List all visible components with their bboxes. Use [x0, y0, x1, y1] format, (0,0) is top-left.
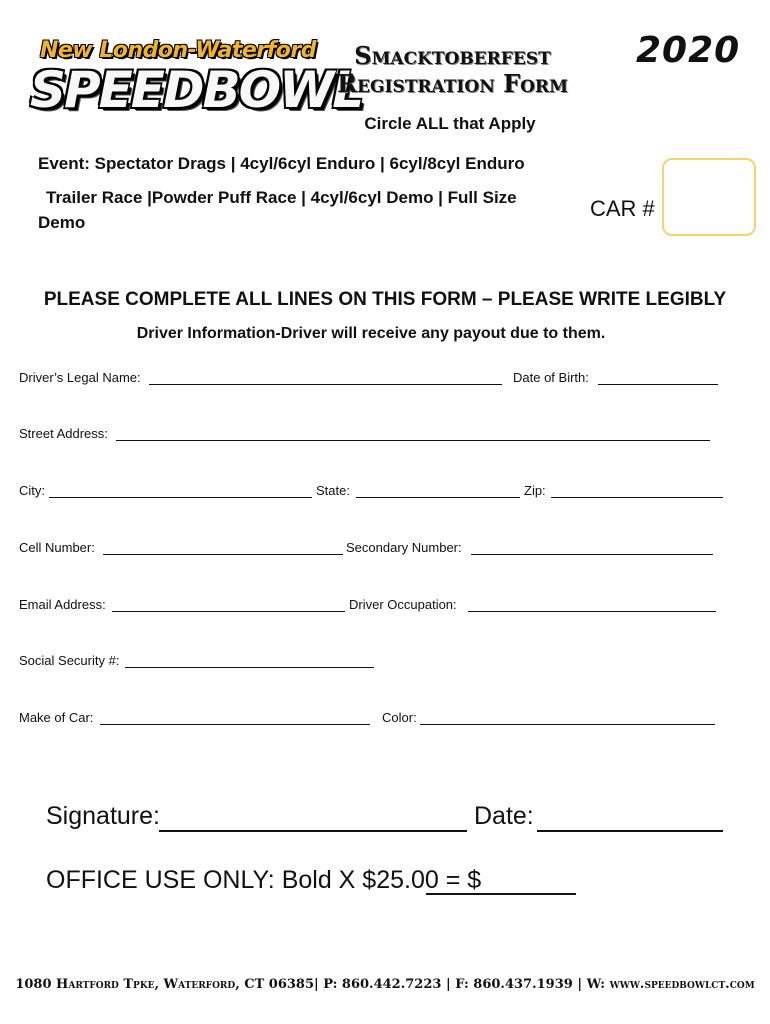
cell-field[interactable] [103, 554, 343, 555]
circle-note: Circle ALL that Apply [364, 114, 536, 133]
event-line-2: Trailer Race |Powder Puff Race | 4cyl/6cyl Demo | Full Size [46, 188, 517, 207]
office-use-amount-field[interactable] [426, 893, 576, 895]
city-label: City: [19, 483, 45, 498]
make-field[interactable] [100, 724, 370, 725]
form-title-line1: Smacktoberfest [354, 41, 551, 70]
logo-main-text: SPEEDBOWL [30, 61, 363, 119]
secondary-field[interactable] [471, 554, 713, 555]
legal-name-field[interactable] [149, 384, 502, 385]
make-label: Make of Car: [19, 710, 94, 725]
car-number-box[interactable] [662, 158, 756, 236]
occupation-label: Driver Occupation: [349, 597, 457, 612]
speedbowl-logo [30, 36, 363, 119]
city-field[interactable] [49, 497, 312, 498]
zip-label: Zip: [524, 483, 546, 498]
street-field[interactable] [116, 440, 710, 441]
signature-date-label: Date: [474, 802, 534, 830]
legal-name-label: Driver’s Legal Name: [19, 370, 141, 385]
office-use-label: OFFICE USE ONLY: Bold X $25.00 = $ [46, 866, 482, 894]
event-line-3: Demo [38, 213, 86, 232]
color-field[interactable] [420, 724, 715, 725]
cell-label: Cell Number: [19, 540, 95, 555]
email-field[interactable] [112, 611, 345, 612]
event-line-1: Event: Spectator Drags | 4cyl/6cyl Enduro | 6cyl/8cyl Enduro [38, 154, 525, 173]
state-label: State: [316, 483, 350, 498]
dob-field[interactable] [598, 384, 718, 385]
logo-top-text: New London-Waterford [40, 38, 316, 63]
footer-contact: 1080 Hartford Tpke, Waterford, CT 06385| P: 860.442.7223 | F: 860.437.1939 | W: www.speedbowlct.com [15, 977, 755, 992]
signature-date-field[interactable] [537, 830, 723, 832]
signature-field[interactable] [159, 830, 467, 832]
ssn-field[interactable] [125, 667, 374, 668]
instructions-heading: PLEASE COMPLETE ALL LINES ON THIS FORM – PLEASE WRITE LEGIBLY [43, 289, 727, 310]
form-title-line2: Registration Form [337, 69, 568, 98]
signature-label: Signature: [46, 802, 160, 830]
dob-label: Date of Birth: [513, 370, 589, 385]
zip-field[interactable] [551, 497, 723, 498]
state-field[interactable] [356, 497, 520, 498]
instructions-subheading: Driver Information-Driver will receive any payout due to them. [136, 325, 606, 342]
email-label: Email Address: [19, 597, 106, 612]
ssn-label: Social Security #: [19, 653, 120, 668]
occupation-field[interactable] [468, 611, 716, 612]
form-year: 2020 [636, 30, 741, 71]
street-label: Street Address: [19, 426, 108, 441]
color-label: Color: [382, 710, 417, 725]
car-number-label: CAR # [590, 196, 655, 221]
secondary-label: Secondary Number: [346, 540, 462, 555]
